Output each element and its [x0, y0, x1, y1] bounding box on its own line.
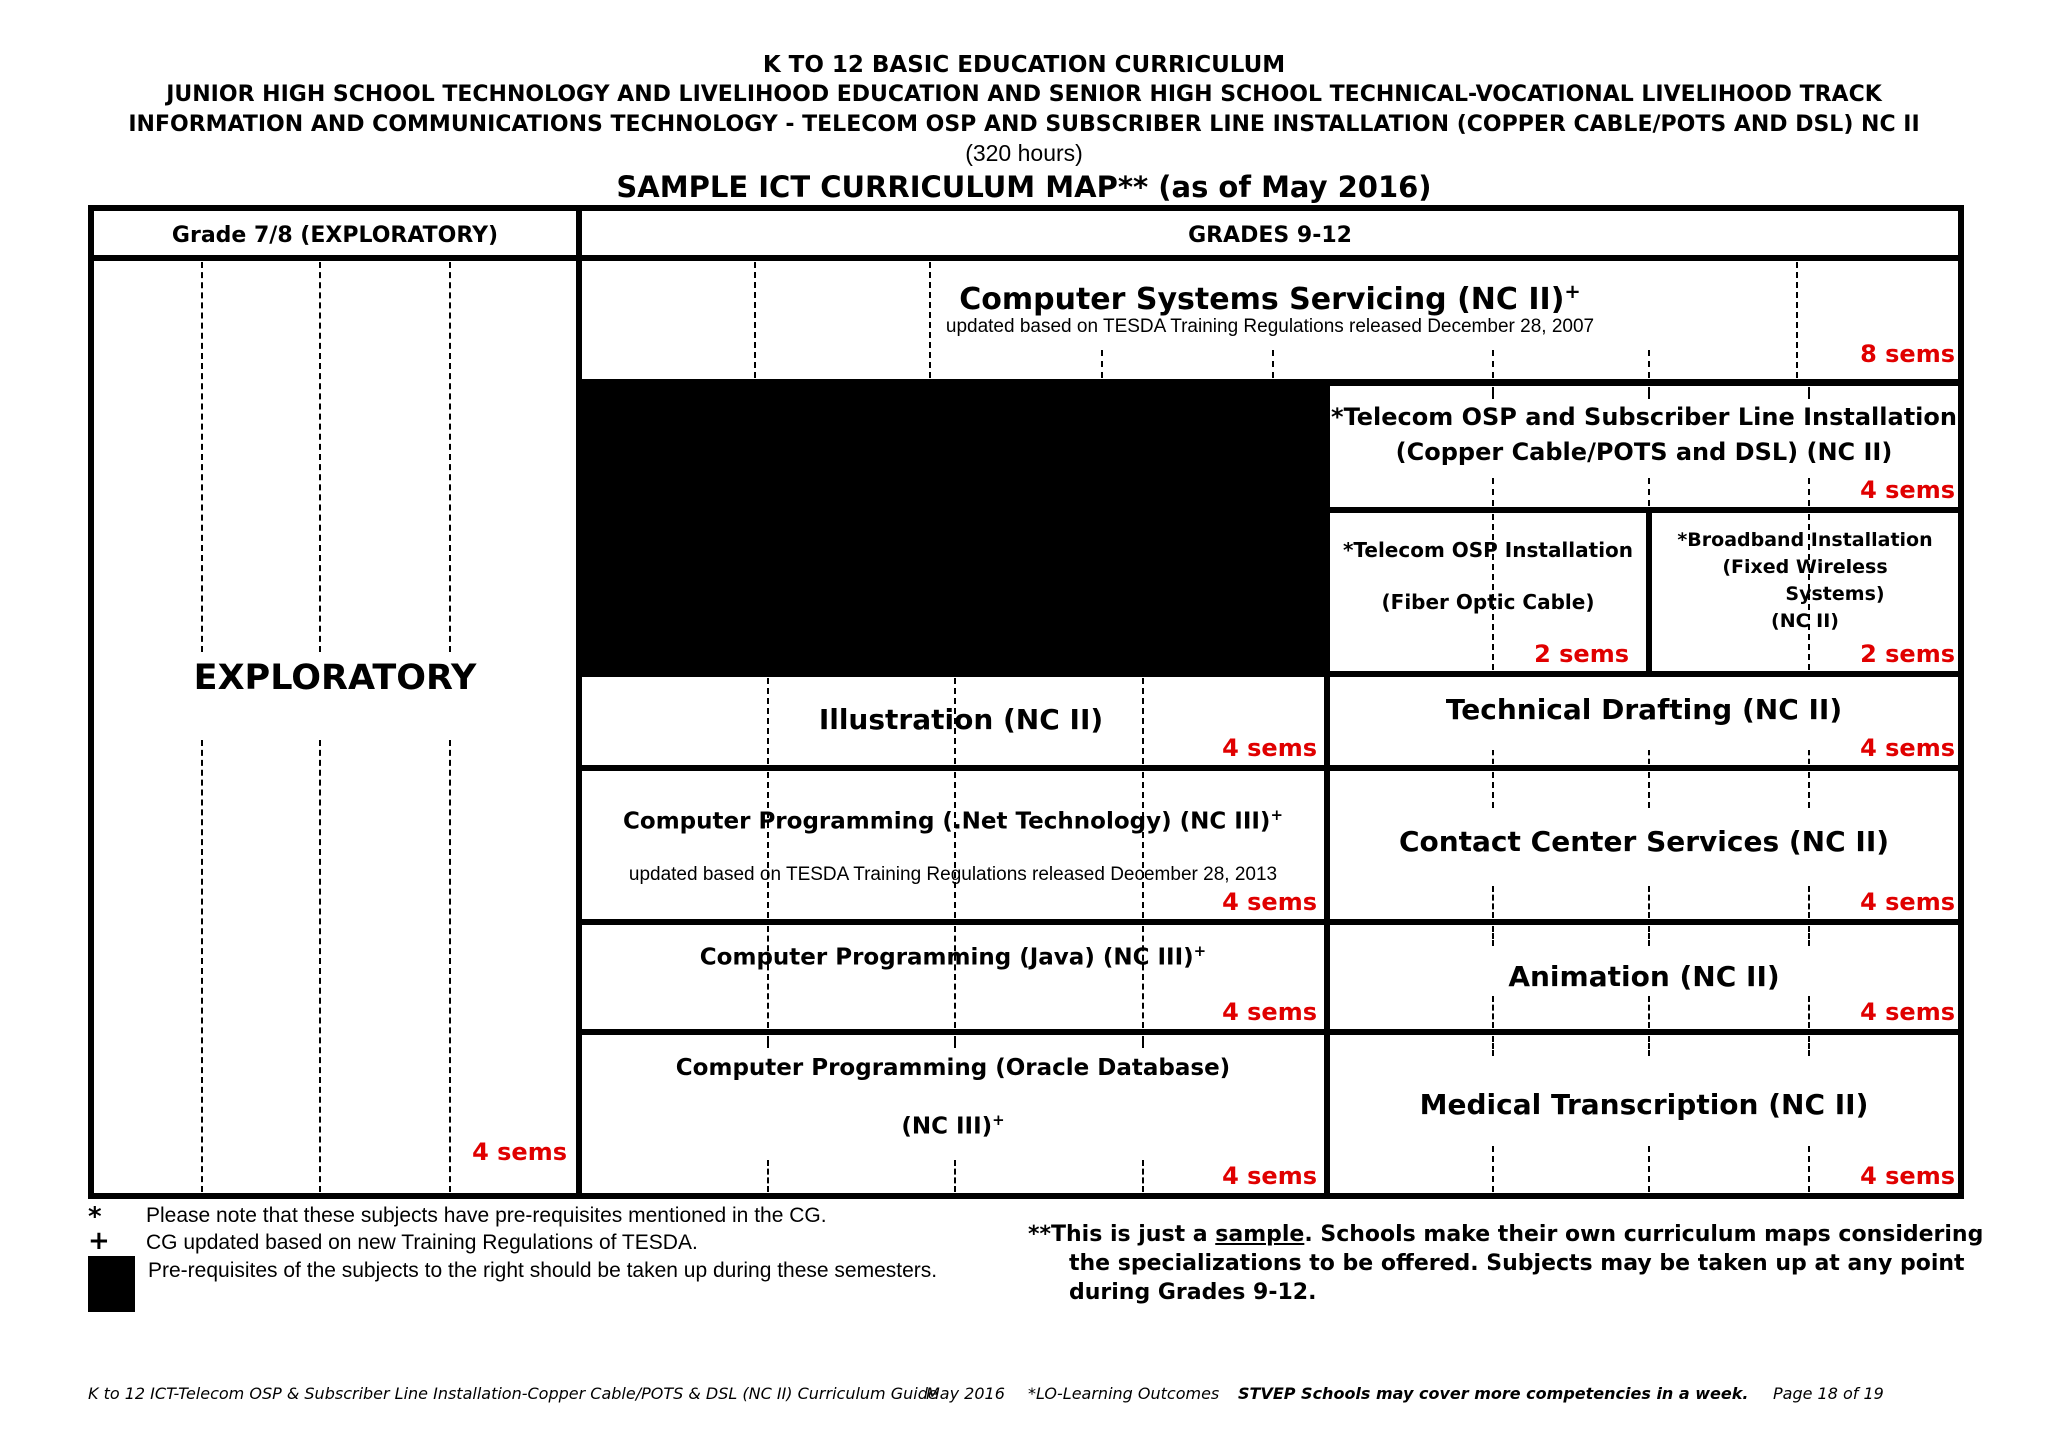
- broadband-sems: 2 sems: [1860, 640, 1955, 668]
- semester-divider: [201, 740, 203, 1192]
- semester-divider: [1492, 478, 1494, 506]
- legend-star-text: Please note that these subjects have pre-requisites mentioned in the CG.: [146, 1204, 827, 1227]
- semester-divider: [1492, 387, 1494, 399]
- footer-guide: K to 12 ICT-Telecom OSP & Subscriber Line Installation-Copper Cable/POTS & DSL (NC II) Curriculum Guide: [88, 1384, 938, 1403]
- semester-divider: [1492, 996, 1494, 1028]
- semester-divider: [767, 772, 769, 918]
- prerequisite-black-block: [576, 380, 1330, 677]
- column-header-grades-9-12: [576, 205, 1964, 261]
- semester-divider: [1101, 350, 1103, 378]
- semester-divider: [1808, 772, 1810, 808]
- semester-divider: [449, 740, 451, 1192]
- semester-divider: [1492, 1146, 1494, 1192]
- osp-fiber-sems: 2 sems: [1534, 640, 1629, 668]
- drafting-title: Technical Drafting (NC II): [1445, 693, 1843, 726]
- prog-net-title-text: Computer Programming (.Net Technology) (NC III): [623, 808, 1271, 835]
- broadband-line1: *Broadband Installation: [1677, 529, 1933, 551]
- column-header-grades-9-12-label: GRADES 9-12: [1188, 223, 1352, 248]
- legend-black-swatch: [88, 1256, 135, 1312]
- semester-divider: [1648, 1036, 1650, 1056]
- semester-divider: [1808, 750, 1810, 764]
- telecom-title-line1: *Telecom OSP and Subscriber Line Installation: [1331, 403, 1957, 431]
- semester-divider: [1648, 350, 1650, 378]
- semester-divider: [449, 262, 451, 652]
- prog-net-title: [576, 806, 1330, 835]
- telecom-title-line2: (Copper Cable/POTS and DSL) (NC II): [1395, 438, 1893, 466]
- doc-title: K TO 12 BASIC EDUCATION CURRICULUM: [762, 52, 1286, 78]
- illustration-title: Illustration (NC II): [818, 703, 1104, 736]
- osp-fiber-line2: (Fiber Optic Cable): [1381, 590, 1595, 614]
- column-header-grade-7-8-label: Grade 7/8 (EXPLORATORY): [171, 223, 499, 248]
- semester-divider: [1808, 478, 1810, 506]
- drafting-sems: 4 sems: [1860, 734, 1955, 762]
- semester-divider: [1492, 772, 1494, 808]
- plus-mark: +: [1564, 280, 1581, 303]
- telecom-sems: 4 sems: [1860, 476, 1955, 504]
- plus-mark: +: [992, 1111, 1005, 1129]
- semester-divider: [1808, 1146, 1810, 1192]
- prog-oracle-line2: [576, 1111, 1330, 1140]
- animation-title: Animation (NC II): [1508, 960, 1780, 993]
- semester-divider: [1492, 1036, 1494, 1056]
- semester-divider: [1648, 886, 1650, 918]
- doc-hours: (320 hours): [965, 140, 1083, 166]
- semester-divider: [1648, 926, 1650, 946]
- block-programming-java: [576, 919, 1330, 1035]
- semester-divider: [954, 772, 956, 918]
- contact-sems: 4 sems: [1860, 888, 1955, 916]
- broadband-line2: (Fixed Wireless: [1722, 556, 1888, 578]
- semester-divider: [319, 740, 321, 1192]
- semester-divider: [1142, 772, 1144, 918]
- semester-divider: [1492, 886, 1494, 918]
- exploratory-sems: 4 sems: [472, 1138, 567, 1166]
- exploratory-label: EXPLORATORY: [193, 658, 477, 698]
- legend-black-text: Pre-requisites of the subjects to the right should be taken up during these semesters.: [148, 1259, 938, 1282]
- semester-divider: [319, 262, 321, 652]
- semester-divider: [1492, 750, 1494, 764]
- prog-oracle-line2-text: (NC III): [901, 1113, 993, 1140]
- semester-divider: [1808, 996, 1810, 1028]
- prog-java-title: [576, 942, 1330, 971]
- sample-note-line3: during Grades 9-12.: [1069, 1280, 1317, 1305]
- semester-divider: [201, 262, 203, 652]
- semester-divider: [954, 1160, 956, 1192]
- semester-divider: [1808, 387, 1810, 399]
- plus-mark: +: [1270, 806, 1283, 824]
- prog-oracle-line1: Computer Programming (Oracle Database): [675, 1055, 1231, 1081]
- semester-divider: [1648, 772, 1650, 808]
- illustration-sems: 4 sems: [1222, 734, 1317, 762]
- semester-divider: [767, 1036, 769, 1048]
- semester-divider: [1648, 1146, 1650, 1192]
- doc-subtitle-qualification: INFORMATION AND COMMUNICATIONS TECHNOLOGY - TELECOM OSP AND SUBSCRIBER LINE INSTALLATION (COPPER CABLE/POTS AND DSL) NC II: [128, 112, 1920, 137]
- sample-note-line1: [1028, 1222, 1983, 1247]
- column-header-grade-7-8: [88, 205, 582, 261]
- semester-divider: [1808, 1036, 1810, 1056]
- footer-lo: *LO-Learning Outcomes: [1028, 1384, 1220, 1403]
- sample-note-rest: . Schools make their own curriculum maps considering: [1304, 1222, 1984, 1247]
- broadband-line4: (NC II): [1771, 610, 1839, 632]
- legend-plus-text: CG updated based on new Training Regulations of TESDA.: [146, 1231, 698, 1254]
- semester-divider: [1648, 478, 1650, 506]
- animation-sems: 4 sems: [1860, 998, 1955, 1026]
- semester-divider: [1808, 926, 1810, 946]
- css-title-text: Computer Systems Servicing (NC II): [959, 282, 1565, 317]
- footer-stvep: STVEP Schools may cover more competencies in a week.: [1238, 1384, 1749, 1403]
- doc-subtitle-track: JUNIOR HIGH SCHOOL TECHNOLOGY AND LIVELIHOOD EDUCATION AND SENIOR HIGH SCHOOL TECHNICAL-VOCATIONAL LIVELIHOOD TRACK: [166, 82, 1882, 107]
- sample-note-line2: the specializations to be offered. Subjects may be taken up at any point: [1069, 1251, 1965, 1276]
- legend-plus-symbol: +: [88, 1226, 110, 1256]
- semester-divider: [1492, 350, 1494, 378]
- broadband-line3: Systems): [1785, 583, 1885, 605]
- medical-title: Medical Transcription (NC II): [1419, 1088, 1869, 1121]
- css-sems: 8 sems: [1860, 340, 1955, 368]
- legend-star-symbol: *: [88, 1202, 102, 1232]
- map-title: SAMPLE ICT CURRICULUM MAP** (as of May 2016): [616, 170, 1432, 204]
- medical-sems: 4 sems: [1860, 1162, 1955, 1190]
- semester-divider: [1142, 1036, 1144, 1048]
- semester-divider: [1648, 387, 1650, 399]
- contact-title: Contact Center Services (NC II): [1398, 825, 1890, 858]
- semester-divider: [1808, 886, 1810, 918]
- css-title: [576, 280, 1964, 317]
- prog-java-title-text: Computer Programming (Java) (NC III): [699, 944, 1194, 971]
- prog-net-sems: 4 sems: [1222, 888, 1317, 916]
- osp-fiber-line1: *Telecom OSP Installation: [1342, 538, 1634, 562]
- sample-note-prefix: **This is just a: [1028, 1222, 1216, 1247]
- exploratory-block: [88, 255, 582, 1199]
- semester-divider: [1648, 996, 1650, 1028]
- prog-java-sems: 4 sems: [1222, 998, 1317, 1026]
- footer-date: May 2016: [926, 1384, 1005, 1403]
- semester-divider: [1142, 1160, 1144, 1192]
- prog-oracle-sems: 4 sems: [1222, 1162, 1317, 1190]
- block-programming-net: [576, 765, 1330, 925]
- css-note: updated based on TESDA Training Regulations released December 28, 2007: [945, 316, 1595, 337]
- footer-page: Page 18 of 19: [1773, 1384, 1884, 1403]
- prog-net-note: updated based on TESDA Training Regulations released December 28, 2013: [628, 864, 1278, 885]
- semester-divider: [1272, 350, 1274, 378]
- plus-mark: +: [1193, 942, 1207, 960]
- semester-divider: [954, 1036, 956, 1048]
- sample-note-underlined: sample: [1215, 1222, 1305, 1247]
- semester-divider: [767, 1160, 769, 1192]
- semester-divider: [1648, 750, 1650, 764]
- semester-divider: [1492, 926, 1494, 946]
